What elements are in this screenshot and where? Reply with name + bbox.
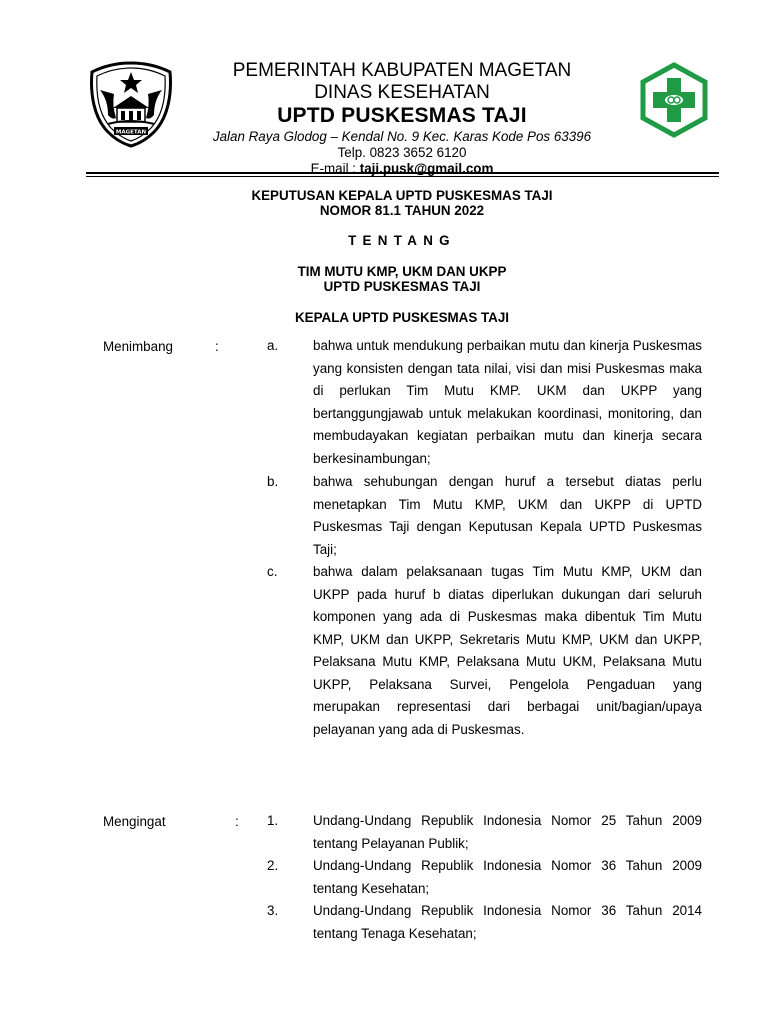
menimbang-item-marker: c. — [267, 564, 278, 579]
menimbang-item-text: bahwa sehubungan dengan huruf a tersebut diatas perlu menetapkan Tim Mutu KMP, UKM dan UKPP di UPTD Puskesmas Taji dengan Keputusan Kepala UPTD Puskesmas Taji; — [313, 474, 702, 557]
mengingat-item-text: Undang-Undang Republik Indonesia Nomor 36 Tahun 2009 tentang Kesehatan; — [313, 858, 702, 896]
mengingat-item-marker: 1. — [267, 813, 279, 828]
mengingat-item-marker: 2. — [267, 858, 279, 873]
menimbang-item-text: bahwa untuk mendukung perbaikan mutu dan kinerja Puskesmas yang konsisten dengan tata nilai, visi dan misi Puskesmas maka di perlukan Tim Mutu KMP. UKM dan UKPP yang bertanggungjawab untuk melakukan koordinasi, monitoring, dan membudayakan kegiatan perbaikan mutu dan kinerja secara berkesinambungan; — [313, 338, 702, 466]
decree-official: KEPALA UPTD PUSKESMAS TAJI — [294, 310, 510, 325]
menimbang-item-marker: b. — [267, 474, 279, 489]
letterhead — [180, 60, 624, 177]
menimbang-item-text: bahwa dalam pelaksanaan tugas Tim Mutu KMP, UKM dan UKPP pada huruf b diatas diperlukan dukungan dari seluruh komponen yang ada di Puskesmas maka dibentuk Tim Mutu KMP, UKM dan UKPP, Sekretaris Mutu KMP, UKM dan UKPP, Pelaksana Mutu KMP, Pelaksana Mutu UKM, Pelaksana Mutu UKPP, Pelaksana Survei, Pengelola Pengaduan yang merupakan representasi dari berbagai unit/bagian/upaya pelayanan yang ada di Puskesmas. — [313, 564, 702, 737]
menimbang-colon: : — [215, 339, 219, 354]
mengingat-item-marker: 3. — [267, 903, 279, 918]
mengingat-item-text: Undang-Undang Republik Indonesia Nomor 25 Tahun 2009 tentang Pelayanan Publik; — [313, 813, 702, 851]
email-line — [180, 161, 624, 177]
decree-about-heading: TENTANG — [348, 233, 456, 248]
decree-subject-line2: UPTD PUSKESMAS TAJI — [323, 279, 481, 294]
decree-subject-line1: TIM MUTU KMP, UKM DAN UKPP — [297, 264, 507, 279]
email-label: E-mail : — [310, 161, 360, 176]
phone-line: Telp. 0823 3652 6120 — [337, 145, 467, 160]
letterhead-rule-thick — [86, 172, 719, 174]
regency-crest-icon — [86, 60, 176, 148]
puskesmas-cross-icon — [639, 62, 709, 138]
letterhead-rule-thin — [86, 176, 719, 177]
crest-caption: MAGETAN — [115, 129, 147, 136]
address-line: Jalan Raya Glodog – Kendal No. 9 Kec. Karas Kode Pos 63396 — [212, 129, 592, 144]
menimbang-label: Menimbang — [103, 339, 173, 354]
mengingat-item-text: Undang-Undang Republik Indonesia Nomor 36 Tahun 2014 tentang Tenaga Kesehatan; — [313, 903, 702, 941]
government-name: PEMERINTAH KABUPATEN MAGETAN — [232, 60, 572, 81]
email-address: taji.pusk@gmail.com — [359, 161, 494, 176]
agency-name: DINAS KESEHATAN — [314, 82, 490, 103]
menimbang-item-marker: a. — [267, 338, 279, 353]
decree-number: NOMOR 81.1 TAHUN 2022 — [319, 203, 485, 218]
decree-title: KEPUTUSAN KEPALA UPTD PUSKESMAS TAJI — [251, 188, 553, 203]
mengingat-colon: : — [235, 814, 239, 829]
mengingat-label: Mengingat — [103, 814, 166, 829]
institution-name: UPTD PUSKESMAS TAJI — [277, 104, 527, 127]
